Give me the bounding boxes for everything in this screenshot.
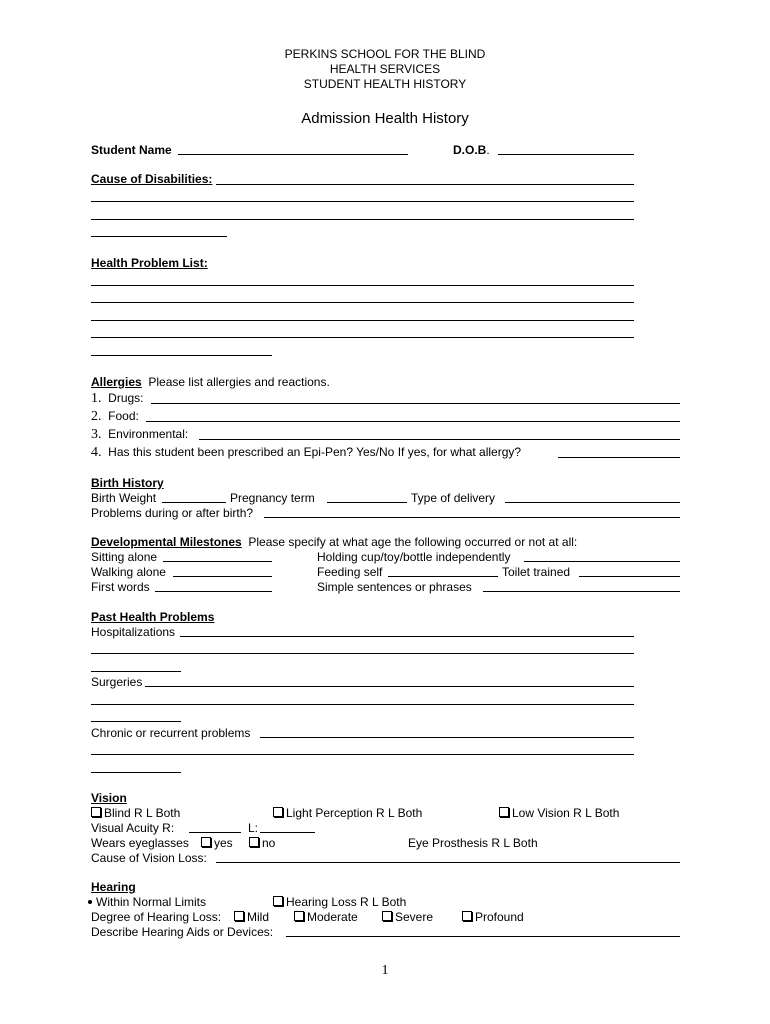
dob-field[interactable] [498, 154, 634, 155]
eyeglasses-label: Wears eyeglasses [91, 836, 189, 850]
health-problem-line-4[interactable] [91, 337, 634, 338]
sentences-label: Simple sentences or phrases [317, 580, 472, 594]
hearing-normal-option[interactable]: Within Normal Limits [87, 895, 206, 909]
hospitalizations-line-1[interactable] [180, 636, 634, 637]
surgeries-line-1[interactable] [145, 686, 634, 687]
checkbox-icon[interactable] [462, 911, 472, 921]
school-name: PERKINS SCHOOL FOR THE BLIND [284, 47, 486, 61]
bullet-icon [88, 900, 92, 904]
hearing-loss-option[interactable]: Hearing Loss R L Both [273, 895, 406, 909]
chronic-line-1[interactable] [260, 737, 634, 738]
birth-problems-field[interactable] [264, 517, 680, 518]
chronic-line-3[interactable] [91, 772, 181, 773]
holding-field[interactable] [524, 561, 680, 562]
delivery-type-field[interactable] [505, 502, 680, 503]
allergies-heading-row [91, 375, 330, 389]
pregnancy-term-label: Pregnancy term [230, 491, 315, 505]
walking-field[interactable] [173, 576, 272, 577]
checkbox-icon[interactable] [273, 896, 283, 906]
health-problem-line-1[interactable] [91, 285, 634, 286]
dob-label: D.O.B. [453, 143, 490, 157]
toilet-field[interactable] [579, 576, 680, 577]
birth-history-heading: Birth History [91, 476, 164, 490]
milestones-heading-row [91, 535, 577, 549]
checkbox-icon[interactable] [91, 807, 101, 817]
toilet-label: Toilet trained [502, 565, 571, 579]
vision-blind-option[interactable]: Blind R L Both [91, 806, 180, 820]
hearing-heading: Hearing [91, 880, 136, 894]
checkbox-icon[interactable] [273, 807, 283, 817]
health-problem-line-2[interactable] [91, 302, 634, 303]
first-words-label: First words [91, 580, 150, 594]
surgeries-line-2[interactable] [91, 704, 634, 705]
allergy-drugs-field[interactable] [151, 403, 680, 404]
surgeries-line-3[interactable] [91, 721, 181, 722]
hospitalizations-line-2[interactable] [91, 653, 634, 654]
allergy-epipen-field[interactable] [558, 457, 680, 458]
past-health-heading: Past Health Problems [91, 610, 215, 624]
walking-label: Walking alone [91, 565, 166, 579]
checkbox-icon[interactable] [249, 837, 259, 847]
cause-line-3[interactable] [91, 219, 634, 220]
visual-acuity-left-field[interactable] [260, 832, 315, 833]
checkbox-icon[interactable] [294, 911, 304, 921]
eyeglasses-no-option[interactable]: no [249, 836, 275, 850]
cause-line-2[interactable] [91, 201, 634, 202]
hearing-moderate-option[interactable]: Moderate [294, 910, 358, 924]
cause-line-1[interactable] [216, 184, 634, 185]
surgeries-label: Surgeries [91, 675, 143, 689]
birth-weight-label: Birth Weight [91, 491, 157, 505]
health-problem-line-3[interactable] [91, 320, 634, 321]
sitting-field[interactable] [163, 561, 272, 562]
visual-acuity-left-label: L: [248, 821, 259, 835]
feeding-label: Feeding self [317, 565, 383, 579]
allergies-intro: Please list allergies and reactions. [148, 375, 330, 389]
allergy-environmental-field[interactable] [199, 439, 680, 440]
health-problem-list-label: Health Problem List: [91, 256, 208, 270]
sentences-field[interactable] [483, 591, 680, 592]
student-name-field[interactable] [178, 154, 408, 155]
visual-acuity-label: Visual Acuity R: [91, 821, 175, 835]
allergy-item-drugs: 1. Drugs: [91, 391, 144, 406]
vision-loss-cause-field[interactable] [216, 862, 680, 863]
checkbox-icon[interactable] [201, 837, 211, 847]
hearing-aids-label: Describe Hearing Aids or Devices: [91, 925, 274, 939]
allergies-heading: Allergies [91, 375, 142, 389]
first-words-field[interactable] [155, 591, 272, 592]
holding-label: Holding cup/toy/bottle independently [317, 550, 511, 564]
milestones-intro: Please specify at what age the following occurred or not at all: [248, 535, 578, 549]
feeding-field[interactable] [388, 576, 498, 577]
student-name-label: Student Name [91, 143, 172, 157]
hospitalizations-label: Hospitalizations [91, 625, 176, 639]
hearing-profound-option[interactable]: Profound [462, 910, 524, 924]
page-number: 1 [381, 963, 389, 978]
cause-of-disabilities-label: Cause of Disabilities: [91, 172, 213, 186]
cause-line-4[interactable] [91, 236, 227, 237]
chronic-line-2[interactable] [91, 754, 634, 755]
eyeglasses-yes-option[interactable]: yes [201, 836, 233, 850]
allergy-item-environmental: 3. Environmental: [91, 427, 189, 442]
milestones-heading: Developmental Milestones [91, 535, 242, 549]
delivery-type-label: Type of delivery [411, 491, 496, 505]
pregnancy-term-field[interactable] [327, 502, 407, 503]
sitting-label: Sitting alone [91, 550, 158, 564]
vision-low-vision-option[interactable]: Low Vision R L Both [499, 806, 619, 820]
checkbox-icon[interactable] [382, 911, 392, 921]
health-problem-line-5[interactable] [91, 355, 272, 356]
vision-light-perception-option[interactable]: Light Perception R L Both [273, 806, 422, 820]
visual-acuity-right-field[interactable] [189, 832, 241, 833]
allergy-food-field[interactable] [146, 421, 680, 422]
allergy-item-food: 2. Food: [91, 409, 139, 424]
hearing-degree-label: Degree of Hearing Loss: [91, 910, 222, 924]
birth-weight-field[interactable] [162, 502, 226, 503]
hospitalizations-line-3[interactable] [91, 671, 181, 672]
chronic-label: Chronic or recurrent problems [91, 726, 251, 740]
birth-problems-label: Problems during or after birth? [91, 506, 254, 520]
hearing-aids-field[interactable] [286, 936, 680, 937]
hearing-severe-option[interactable]: Severe [382, 910, 433, 924]
checkbox-icon[interactable] [234, 911, 244, 921]
form-type: STUDENT HEALTH HISTORY [303, 77, 467, 91]
department: HEALTH SERVICES [329, 62, 441, 76]
allergy-item-epipen: 4. Has this student been prescribed an Epi-Pen? Yes/No If yes, for what allergy? [91, 445, 522, 460]
page-title: Admission Health History [301, 110, 469, 127]
checkbox-icon[interactable] [499, 807, 509, 817]
hearing-mild-option[interactable]: Mild [234, 910, 269, 924]
eye-prosthesis-label: Eye Prosthesis R L Both [408, 836, 538, 850]
vision-loss-cause-label: Cause of Vision Loss: [91, 851, 207, 865]
vision-heading: Vision [91, 791, 127, 805]
